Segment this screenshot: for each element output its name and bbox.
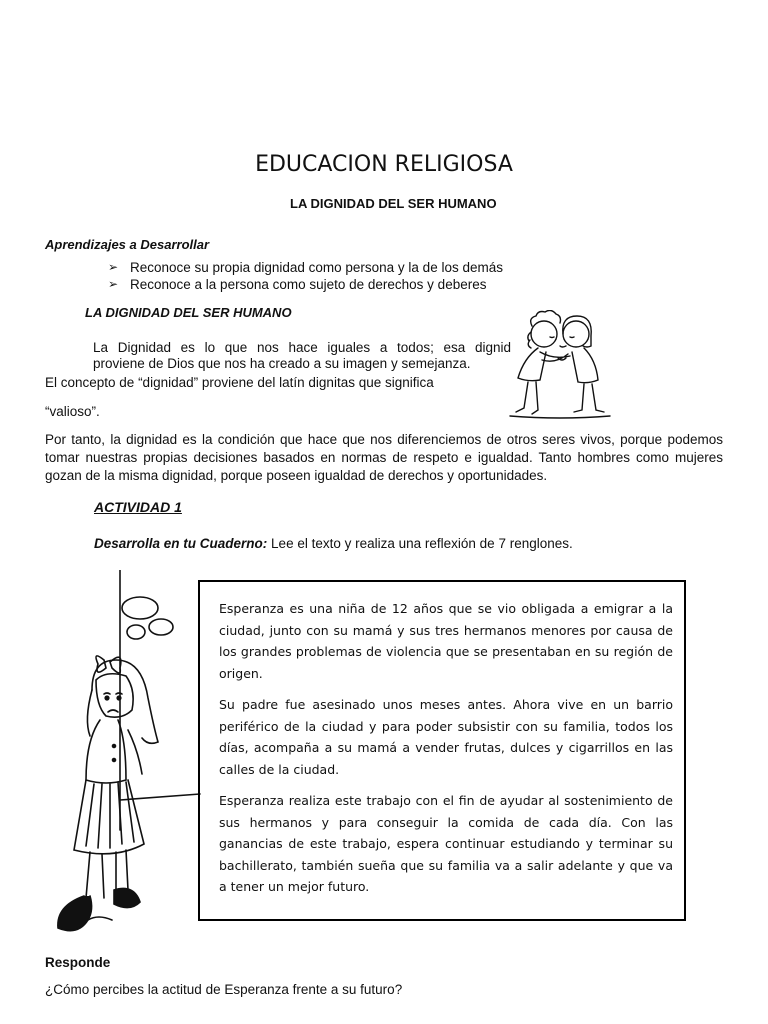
two-girls-hugging-illustration — [506, 310, 616, 422]
instruction-text: Lee el texto y realiza una reflexión de 7 renglones. — [267, 536, 573, 551]
question-item — [45, 982, 402, 997]
paragraph: Por tanto, la dignidad es la condición que hace que nos diferenciemos de otros seres vivos, porque podemos tomar nuestras propias decisiones basados en normas de respeto e igualdad. Tanto hombres como mujeres gozan de la misma dignidad, porque poseen igualdad de derechos y oportunidades. — [45, 432, 723, 483]
paragraph: El concepto de “dignidad” proviene del latín dignitas que significa — [45, 375, 434, 390]
paragraph-line: proviene de Dios que nos ha creado a su imagen y semejanza. — [93, 356, 471, 371]
paragraph-line: La Dignidad es lo que nos hace iguales a todos; esa dignid — [93, 340, 511, 355]
list-item — [108, 276, 503, 293]
aprendizajes-heading: Aprendizajes a Desarrollar — [45, 237, 210, 252]
list-item — [108, 259, 503, 276]
paragraph: “valioso”. — [45, 404, 100, 419]
list-item-text: Reconoce su propia dignidad como persona y la de los demás — [130, 260, 503, 275]
responde-heading: Responde — [45, 955, 111, 970]
story-text — [219, 598, 673, 908]
sad-girl-against-wall-illustration — [44, 570, 204, 946]
activity-title: ACTIVIDAD 1 — [94, 499, 182, 515]
aprendizajes-list — [108, 259, 503, 293]
question-text: ¿Cómo percibes la actitud de Esperanza frente a su futuro? — [45, 982, 403, 997]
instruction-bold: Desarrolla en tu Cuaderno: — [94, 536, 268, 551]
arrow-bullet-icon: ➢ — [108, 260, 119, 274]
story-paragraph: Su padre fue asesinado unos meses antes. Ahora vive en un barrio periférico de la ciudad y para poder subsistir con su familia, todos los días, acompaña a su mamá a vender frutas, dulces y cigarrillos en las calles de la ciudad. — [219, 697, 673, 777]
story-paragraph: Esperanza realiza este trabajo con el fin de ayudar al sostenimiento de sus hermanos y para conseguir la comida de cada día. Con las ganancias de este trabajo, espera continuar estudiando y terminar su bachillerato, también sueña que su familia va a salir adelante y que va a tener un mejor futuro. — [219, 793, 673, 894]
page-subtitle: LA DIGNIDAD DEL SER HUMANO — [290, 196, 497, 211]
page-title: EDUCACION RELIGIOSA — [255, 152, 513, 177]
arrow-bullet-icon: ➢ — [108, 277, 119, 291]
list-item-text: Reconoce a la persona como sujeto de derechos y deberes — [130, 277, 487, 292]
section-heading: LA DIGNIDAD DEL SER HUMANO — [85, 305, 292, 320]
story-paragraph: Esperanza es una niña de 12 años que se vio obligada a emigrar a la ciudad, junto con su mamá y sus tres hermanos menores por causa de los grandes problemas de violencia que se presentaban en su región de origen. — [219, 601, 673, 681]
activity-instruction — [94, 536, 573, 551]
